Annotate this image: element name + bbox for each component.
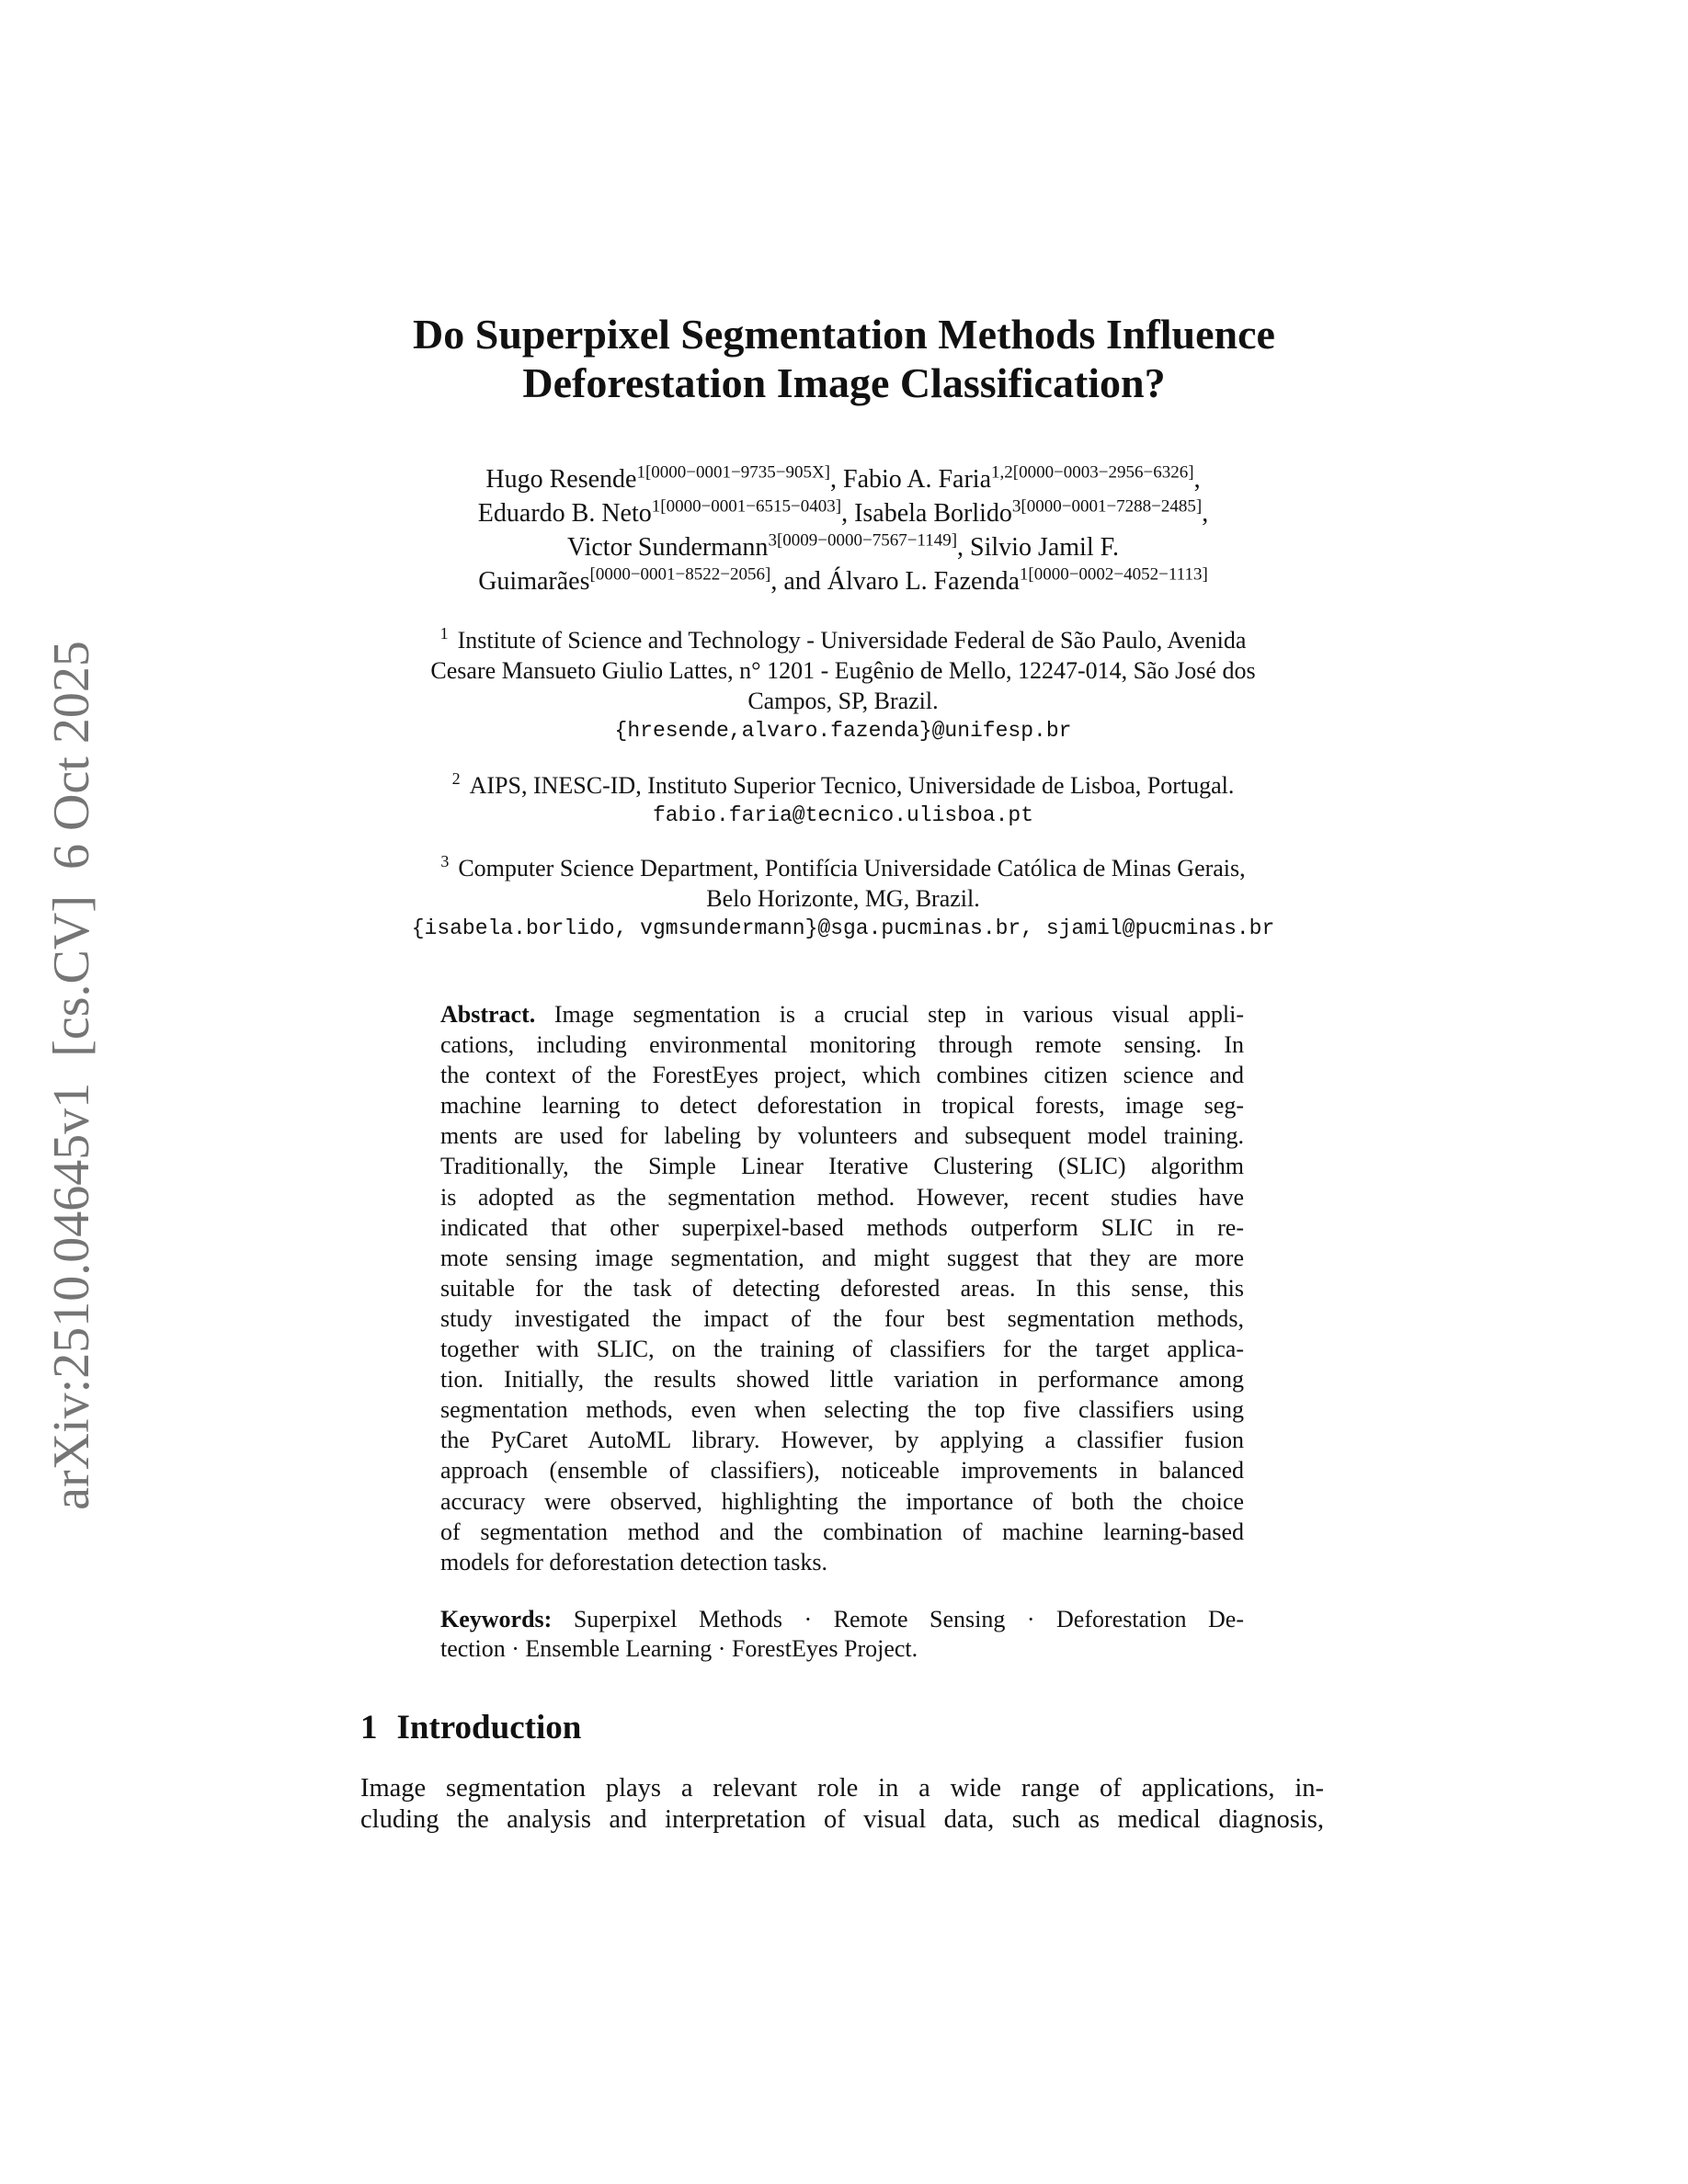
arxiv-watermark: arXiv:2510.04645v1 [cs.CV] 6 Oct 2025 xyxy=(43,641,100,1510)
affiliation-line: $^1$ Institute of Science and Technology - Universidade Federal de São Paulo, Avenida xyxy=(439,624,1247,654)
affiliation-line: Campos, SP, Brazil. xyxy=(747,688,939,714)
abstract-label: Abstract. xyxy=(440,1001,536,1028)
text-line: Traditionally, the Simple Linear Iterative Clustering (SLIC) algorithm xyxy=(440,1153,1244,1180)
text-line: Image segmentation plays a relevant role in a wide range of applications, in- xyxy=(360,1774,1324,1803)
text-line: Abstract. Image segmentation is a crucial step in various visual appli- xyxy=(440,1001,1244,1028)
affiliation-number: 1 xyxy=(439,624,449,643)
paper-title-line: Deforestation Image Classification? xyxy=(522,359,1166,406)
text-line: mote sensing image segmentation, and might suggest that they are more xyxy=(440,1244,1244,1271)
text-line: study investigated the impact of the four best segmentation methods, xyxy=(440,1304,1244,1332)
abstract xyxy=(440,999,1244,1577)
affiliation-1 xyxy=(361,625,1325,746)
intro-paragraph xyxy=(360,1773,1324,1835)
text-line: the context of the ForestEyes project, which combines citizen science and xyxy=(440,1062,1244,1089)
affiliation-email: {isabela.borlido, vgmsundermann}@sga.pucminas.br, sjamil@pucminas.br xyxy=(411,916,1275,940)
text-line: together with SLIC, on the training of classifiers for the target applica- xyxy=(440,1336,1244,1363)
orcid-superscript: 1,2[0000−0003−2956−6326] xyxy=(991,462,1194,483)
section-number: 1 xyxy=(360,1709,378,1746)
author-line: Eduardo B. Neto$^{1[0000-0001-6515-0403]}$, Isabela Borlido$^{3[0000-0001-7288-2485]}$, xyxy=(477,496,1209,528)
affiliation-number: 2 xyxy=(451,769,461,789)
text-line: tection · Ensemble Learning · ForestEyes Project. xyxy=(440,1635,918,1662)
orcid-superscript: 1[0000−0002−4052−1113] xyxy=(1019,564,1208,585)
text-line: ments are used for labeling by volunteers and subsequent model training. xyxy=(440,1122,1244,1150)
author-line: Victor Sundermann$^{3[0009-0000-7567-1149]}$, Silvio Jamil F. xyxy=(567,530,1119,562)
orcid-superscript: [0000−0001−8522−2056] xyxy=(589,564,771,585)
section-title: Introduction xyxy=(396,1709,582,1746)
keywords xyxy=(440,1605,1244,1664)
orcid-superscript: 3[0000−0001−7288−2485] xyxy=(1011,496,1203,517)
text-line: indicated that other superpixel-based methods outperform SLIC in re- xyxy=(440,1213,1244,1241)
text-line: machine learning to detect deforestation in tropical forests, image seg- xyxy=(440,1092,1244,1120)
affiliation-line: Cesare Mansueto Giulio Lattes, n° 1201 - Eugênio de Mello, 12247-014, São José dos xyxy=(430,657,1256,684)
affiliation-email: {hresende,alvaro.fazenda}@unifesp.br xyxy=(614,719,1072,743)
orcid-superscript: 1[0000−0001−6515−0403] xyxy=(651,496,842,517)
paper-title-line: Do Superpixel Segmentation Methods Influence xyxy=(413,311,1275,358)
orcid-superscript: 3[0009−0000−7567−1149] xyxy=(768,530,958,551)
paper-title xyxy=(0,310,1688,407)
affiliation-3 xyxy=(361,853,1325,944)
affiliation-line: Belo Horizonte, MG, Brazil. xyxy=(706,885,980,912)
affiliation-line: $^2$ AIPS, INESC-ID, Instituto Superior Tecnico, Universidade de Lisboa, Portugal. xyxy=(451,769,1235,799)
orcid-superscript: 1[0000−0001−9735−905X] xyxy=(636,462,831,483)
text-line: is adopted as the segmentation method. However, recent studies have xyxy=(440,1183,1244,1211)
author-line: Guimarães[0000−0001−8522−2056], and Álvaro L. Fazenda$^{1[0000-0002-4052-1113]}$ xyxy=(478,564,1208,596)
text-line: approach (ensemble of classifiers), noticeable improvements in balanced xyxy=(440,1457,1244,1484)
text-line: models for deforestation detection tasks. xyxy=(440,1548,827,1575)
text-line: suitable for the task of detecting deforested areas. In this sense, this xyxy=(440,1274,1244,1302)
section-heading-introduction xyxy=(360,1709,1324,1747)
affiliation-line: $^3$ Computer Science Department, Pontifícia Universidade Católica de Minas Gerais, xyxy=(440,852,1246,882)
text-line: cluding the analysis and interpretation of visual data, such as medical diagnosis, xyxy=(360,1804,1324,1834)
author-line: Hugo Resende$^{1[0000-0001-9735-905X]}$, Fabio A. Faria$^{1,2[0000-0003-2956-6326]}$, xyxy=(485,462,1201,494)
affiliation-2 xyxy=(361,770,1325,831)
text-line: segmentation methods, even when selecting the top five classifiers using xyxy=(440,1396,1244,1424)
author-block xyxy=(361,462,1325,598)
text-line: the PyCaret AutoML library. However, by applying a classifier fusion xyxy=(440,1427,1244,1454)
text-line: accuracy were observed, highlighting the importance of both the choice xyxy=(440,1487,1244,1515)
keywords-label: Keywords: xyxy=(440,1606,553,1632)
text-line: cations, including environmental monitoring through remote sensing. In xyxy=(440,1031,1244,1059)
affiliation-number: 3 xyxy=(440,852,450,871)
text-line: of segmentation method and the combination of machine learning-based xyxy=(440,1518,1244,1545)
affiliation-email: fabio.faria@tecnico.ulisboa.pt xyxy=(652,803,1034,827)
text-line: Keywords: Superpixel Methods · Remote Sensing · Deforestation De- xyxy=(440,1606,1244,1632)
text-line: tion. Initially, the results showed little variation in performance among xyxy=(440,1366,1244,1393)
